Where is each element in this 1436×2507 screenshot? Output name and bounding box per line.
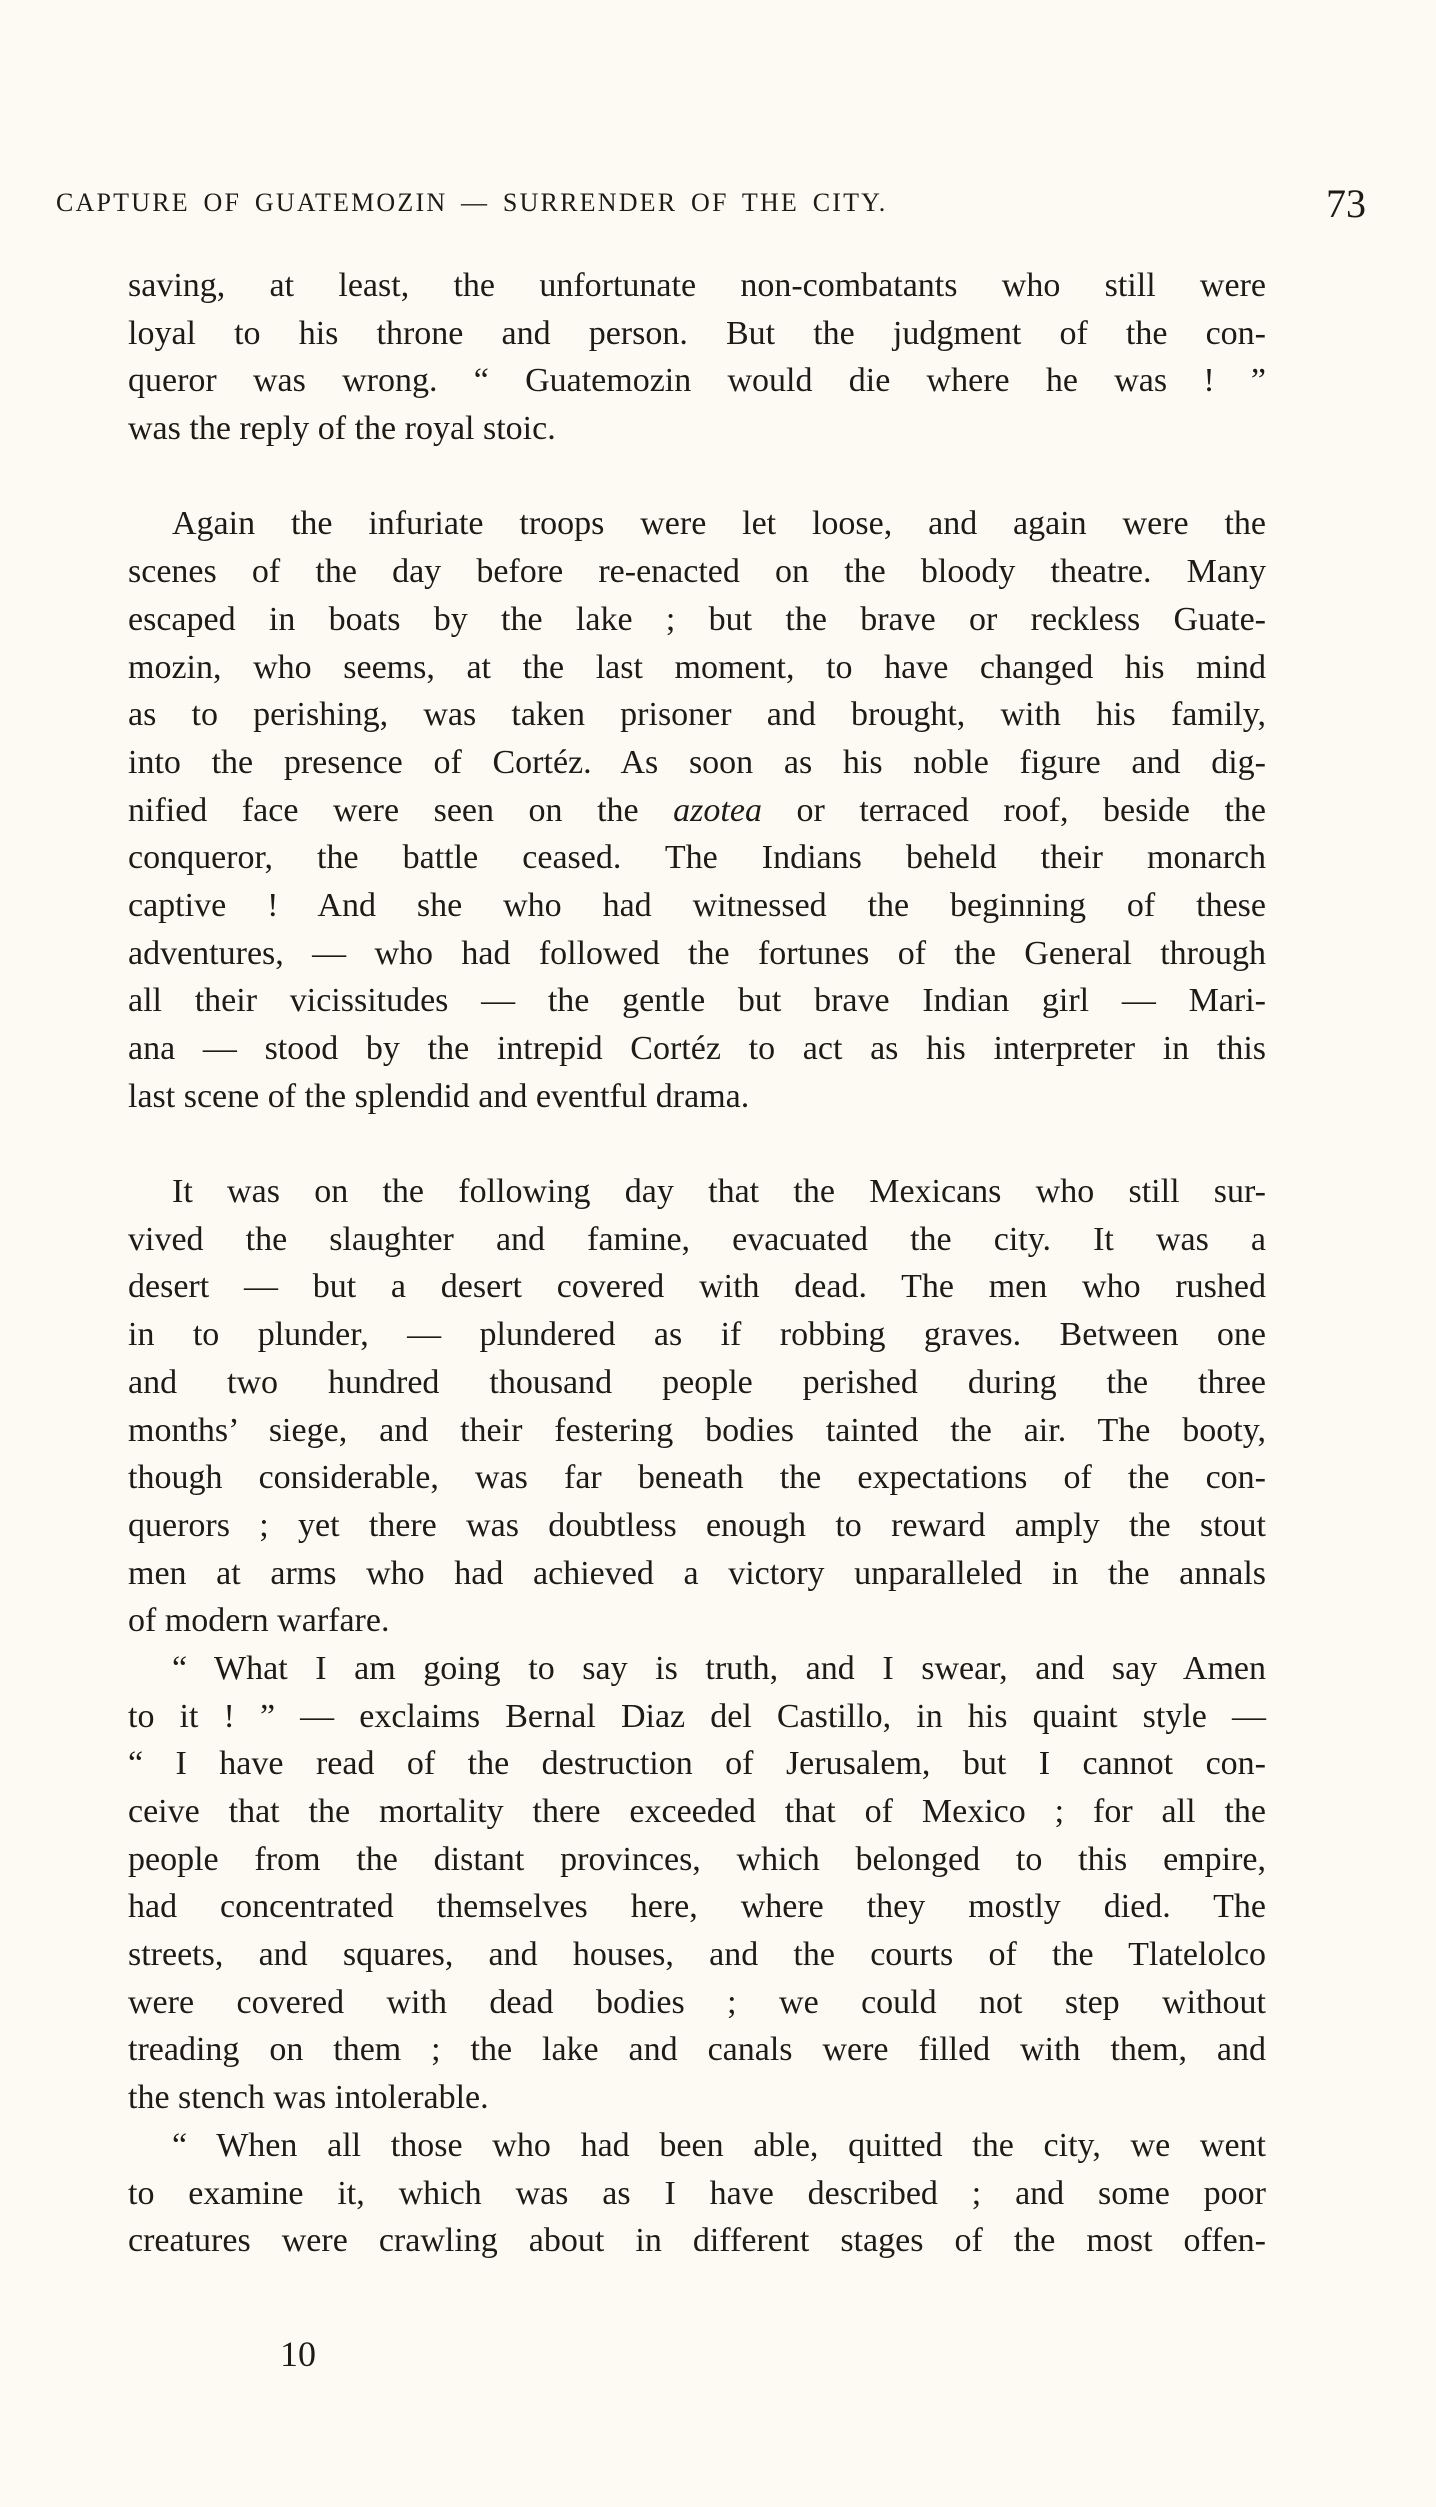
text-line: all their vicissitudes — the gentle but brave Indian girl — Mari- [128,982,1266,1020]
page-number: 73 [1326,181,1366,226]
text-line: to examine it, which was as I have described ; and some poor [128,2174,1266,2212]
text-line: though considerable, was far beneath the expectations of the con- [128,1459,1266,1497]
text-line: “ What I am going to say is truth, and I swear, and say Amen [172,1649,1266,1687]
text-line: escaped in boats by the lake ; but the brave or reckless Guate- [128,600,1266,638]
page-header [56,181,1366,228]
text-line: mozin, who seems, at the last moment, to have changed his mind [128,648,1266,686]
paragraph-gap [128,453,1266,501]
text-line: vived the slaughter and famine, evacuated the city. It was a [128,1220,1266,1258]
text-line: was the reply of the royal stoic. [128,410,556,448]
signature-mark: 10 [280,2334,316,2374]
text-line: the stench was intolerable. [128,2079,489,2117]
text-line: “ I have read of the destruction of Jerusalem, but I cannot con- [128,1745,1266,1783]
text-line: months’ siege, and their festering bodies tainted the air. The booty, [128,1411,1266,1449]
text-line: last scene of the splendid and eventful drama. [128,1077,750,1115]
text-line: and two hundred thousand people perished during the three [128,1363,1266,1401]
text-line: saving, at least, the unfortunate non-combatants who still were [128,267,1266,304]
text-line: Again the infuriate troops were let loose, and again were the [172,505,1266,543]
text-line: into the presence of Cortéz. As soon as his noble figure and dig- [128,743,1266,781]
text-line: adventures, — who had followed the fortunes of the General through [128,934,1266,972]
text-segment: nified face were seen on the [128,791,639,829]
paragraph-gap [128,1120,1266,1168]
text-line: were covered with dead bodies ; we could not step without [128,1983,1266,2021]
text-line: men at arms who had achieved a victory unparalleled in the annals [128,1554,1266,1592]
text-line: desert — but a desert covered with dead. The men who rushed [128,1268,1266,1306]
text-line: in to plunder, — plundered as if robbing graves. Between one [128,1316,1266,1354]
italic-term: azotea [673,791,762,829]
text-line: as to perishing, was taken prisoner and brought, with his family, [128,696,1266,734]
text-line: of modern warfare. [128,1602,390,1640]
text-line: captive ! And she who had witnessed the beginning of these [128,886,1266,924]
text-line: querors ; yet there was doubtless enough to reward amply the stout [128,1506,1266,1544]
text-line-with-italic [128,787,1266,835]
running-head: CAPTURE OF GUATEMOZIN — SURRENDER OF THE CITY. [56,188,888,217]
text-line: scenes of the day before re-enacted on the bloody theatre. Many [128,553,1266,591]
text-line: streets, and squares, and houses, and the courts of the Tlatelolco [128,1936,1266,1974]
text-line: conqueror, the battle ceased. The Indians beheld their monarch [128,839,1266,877]
body-text [128,262,1266,2265]
text-line: to it ! ” — exclaims Bernal Diaz del Castillo, in his quaint style — [128,1697,1266,1735]
text-segment: or terraced roof, beside the [796,791,1266,829]
text-line: queror was wrong. “ Guatemozin would die where he was ! ” [128,362,1266,400]
text-line: treading on them ; the lake and canals were filled with them, and [128,2031,1266,2069]
text-line: loyal to his throne and person. But the judgment of the con- [128,314,1266,352]
text-line: ana — stood by the intrepid Cortéz to act as his interpreter in this [128,1030,1266,1067]
text-line: ceive that the mortality there exceeded that of Mexico ; for all the [128,1793,1266,1830]
text-line: creatures were crawling about in different stages of the most offen- [128,2222,1266,2260]
text-line: had concentrated themselves here, where they mostly died. The [128,1888,1266,1926]
text-line: “ When all those who had been able, quitted the city, we went [172,2126,1266,2164]
text-line: people from the distant provinces, which belonged to this empire, [128,1840,1266,1878]
text-line: It was on the following day that the Mexicans who still sur- [172,1173,1266,1211]
